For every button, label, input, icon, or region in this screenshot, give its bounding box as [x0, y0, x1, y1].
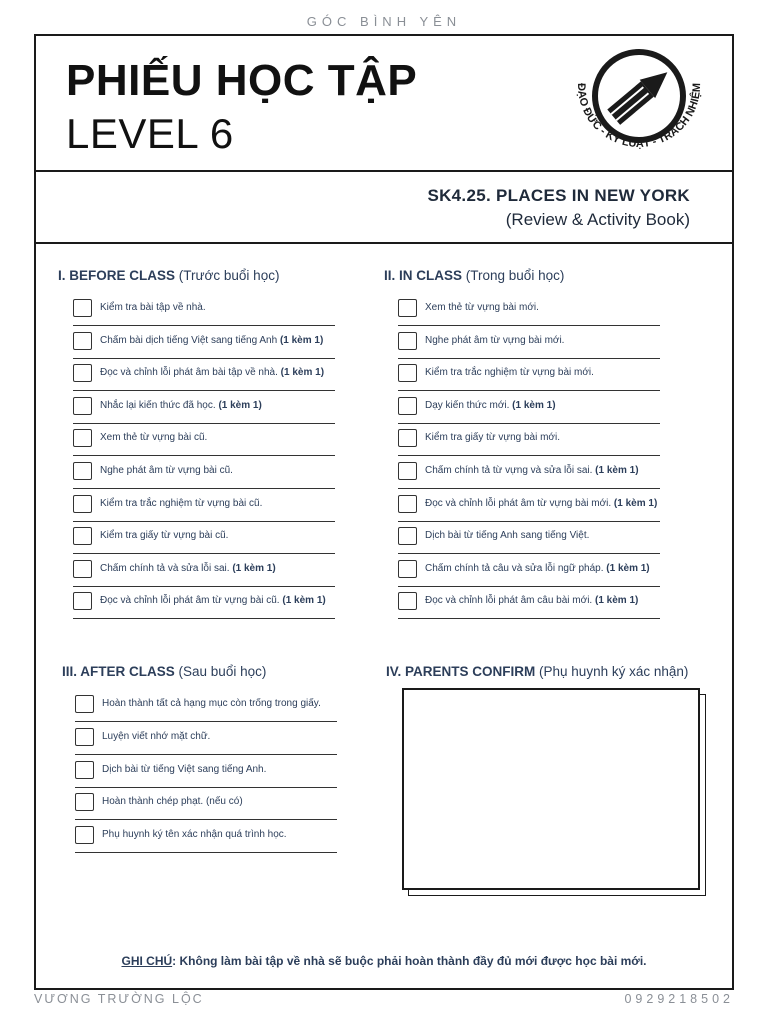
one-on-one-badge: (1 kèm 1) [512, 399, 556, 411]
worksheet-title: PHIẾU HỌC TẬP [66, 56, 418, 105]
checkbox[interactable] [75, 793, 94, 811]
one-on-one-badge: (1 kèm 1) [232, 562, 276, 574]
checklist-item [398, 392, 660, 424]
checklist-item [75, 690, 337, 722]
one-on-one-badge: (1 kèm 1) [613, 497, 658, 509]
section-parents-confirm [386, 664, 688, 679]
worksheet-frame [34, 34, 734, 990]
logo-motto: ĐẠO ĐỨC - KỶ LUẬT - TRÁCH NHIỆM [574, 82, 704, 151]
checklist-item [75, 821, 337, 853]
section-after-subtitle: (Sau buổi học) [178, 664, 267, 679]
checklist-item-text [102, 796, 243, 807]
checklist-item [73, 294, 335, 326]
lesson-subtitle: (Review & Activity Book) [505, 210, 690, 229]
checklist-item-text [425, 530, 589, 541]
checklist-item-label: Chấm bài dịch tiếng Việt sang tiếng Anh [100, 334, 278, 346]
checklist-item-text [425, 432, 560, 443]
one-on-one-badge: (1 kèm 1) [218, 399, 262, 411]
checkbox[interactable] [73, 592, 92, 610]
section-after-title: III. AFTER CLASS [62, 664, 175, 679]
checklist-item-label: Hoàn thành chép phạt. (nếu có) [102, 796, 243, 808]
section-in-title: II. IN CLASS [384, 268, 463, 283]
checklist-item [75, 723, 337, 755]
checklist-item-text [425, 563, 650, 574]
section-before-title: I. BEFORE CLASS [58, 268, 176, 283]
checklist-item-label: Luyện viết nhớ mặt chữ. [102, 730, 211, 742]
checklist-item-text [425, 400, 556, 411]
checklist-item-text [425, 498, 657, 509]
section-parents-subtitle: (Phụ huynh ký xác nhận) [539, 664, 689, 679]
one-on-one-badge: (1 kèm 1) [606, 562, 650, 574]
checklist-item-label: Chấm chính tả và sửa lỗi sai. [100, 562, 230, 574]
checkbox[interactable] [398, 429, 417, 447]
checklist-item [73, 457, 335, 489]
checklist-item [398, 294, 660, 326]
checkbox[interactable] [73, 495, 92, 513]
checklist-item-label: Nhắc lại kiến thức đã học. [100, 399, 216, 411]
section-parents-title: IV. PARENTS CONFIRM [386, 664, 536, 679]
checklist-item [398, 522, 660, 554]
checklist-item-label: Nghe phát âm từ vựng bài mới. [425, 334, 565, 346]
section-in-subtitle: (Trong buổi học) [465, 268, 565, 283]
checklist-item-text [100, 563, 276, 574]
checkbox[interactable] [75, 761, 94, 779]
footer-teacher-name: VƯƠNG TRƯỜNG LỘC [34, 992, 204, 1006]
one-on-one-badge: (1 kèm 1) [282, 595, 326, 607]
checklist-item-label: Kiểm tra bài tập về nhà. [100, 302, 206, 313]
checklist-item-label: Đọc và chỉnh lỗi phát âm từ vựng bài mới. [425, 497, 612, 509]
checkbox[interactable] [75, 695, 94, 713]
checklist-item [73, 555, 335, 587]
checklist-item-label: Kiểm tra giấy từ vựng bài mới. [425, 432, 560, 444]
checklist-item [75, 788, 337, 820]
checklist-item [73, 522, 335, 554]
checklist-item-text [100, 595, 326, 606]
checklist-item-text [425, 302, 539, 313]
checkbox[interactable] [73, 299, 92, 317]
checklist-item-text [100, 302, 206, 313]
checklist-item-label: Xem thẻ từ vựng bài mới. [425, 302, 539, 313]
footer-phone: 0929218502 [624, 992, 734, 1006]
section-before-subtitle: (Trước buổi học) [178, 268, 280, 283]
parent-signature-box[interactable] [402, 688, 700, 890]
note [36, 954, 732, 968]
checklist-item-text [102, 829, 287, 840]
section-after-class [62, 664, 266, 679]
checklist-item [398, 490, 660, 522]
checkbox[interactable] [73, 429, 92, 447]
checklist-item-label: Dạy kiến thức mới. [425, 399, 510, 411]
checklist-item [398, 587, 660, 619]
checkbox[interactable] [398, 332, 417, 350]
checkbox[interactable] [398, 462, 417, 480]
checklist-item [73, 392, 335, 424]
checklist-item-label: Kiểm tra trắc nghiệm từ vựng bài mới. [425, 367, 594, 379]
checkbox[interactable] [75, 728, 94, 746]
checklist-item-text [100, 432, 207, 443]
checklist-item-text [102, 731, 210, 742]
note-label: GHI CHÚ [121, 954, 173, 968]
checklist-item-text [100, 367, 324, 378]
checklist-item-label: Chấm chính tả từ vựng và sửa lỗi sai. [425, 465, 593, 476]
checklist-item-text [102, 764, 266, 775]
section-in-class [384, 268, 564, 283]
worksheet-level: LEVEL 6 [66, 110, 234, 157]
checklist-item-label: Nghe phát âm từ vựng bài cũ. [100, 465, 233, 476]
checkbox[interactable] [398, 299, 417, 317]
checklist-item [73, 327, 335, 359]
checkbox[interactable] [73, 364, 92, 382]
checklist-item [73, 424, 335, 456]
checkbox[interactable] [73, 560, 92, 578]
checklist-item-label: Xem thẻ từ vựng bài cũ. [100, 432, 208, 444]
checkbox[interactable] [73, 527, 92, 545]
checklist-item-text [100, 530, 228, 541]
checklist-item [73, 490, 335, 522]
worksheet-header [36, 36, 732, 172]
checklist-item-label: Dịch bài từ tiếng Anh sang tiếng Việt. [425, 530, 590, 542]
checklist-item-label: Chấm chính tả câu và sửa lỗi ngữ pháp. [425, 562, 604, 574]
lesson-title: SK4.25. PLACES IN NEW YORK [427, 186, 690, 205]
checkbox[interactable] [398, 495, 417, 513]
checklist-item-text [102, 698, 321, 709]
checklist-item [398, 424, 660, 456]
checklist-item-text [425, 595, 638, 606]
section-before-class [58, 268, 279, 283]
checkbox[interactable] [398, 397, 417, 415]
checklist-item-text [100, 400, 262, 411]
checkbox[interactable] [73, 462, 92, 480]
checklist-item-text [425, 465, 639, 476]
checklist-item-label: Đọc và chỉnh lỗi phát âm từ vựng bài cũ. [100, 595, 280, 607]
checklist-item-label: Đọc và chỉnh lỗi phát âm câu bài mới. [425, 595, 593, 607]
top-caption: GÓC BÌNH YÊN [306, 14, 462, 29]
checklist-item [398, 457, 660, 489]
one-on-one-badge: (1 kèm 1) [594, 595, 639, 607]
pencil-logo-icon [554, 44, 704, 174]
lesson-box [36, 172, 732, 244]
checklist-item [75, 756, 337, 788]
checkbox[interactable] [73, 332, 92, 350]
checklist-item-label: Phụ huynh ký tên xác nhận quá trình học. [102, 829, 287, 841]
one-on-one-badge: (1 kèm 1) [595, 465, 639, 476]
checklist-item-text [100, 335, 323, 346]
checklist-item-label: Dịch bài từ tiếng Việt sang tiếng Anh. [102, 763, 267, 775]
note-text: : Không làm bài tập về nhà sẽ buộc phải hoàn thành đầy đủ mới được học bài mới. [172, 954, 647, 968]
checkbox[interactable] [398, 560, 417, 578]
checkbox[interactable] [398, 592, 417, 610]
checklist-item [398, 327, 660, 359]
checklist-item-label: Kiểm tra trắc nghiệm từ vựng bài cũ. [100, 497, 263, 509]
checkbox[interactable] [398, 364, 417, 382]
checklist-item-label: Đọc và chỉnh lỗi phát âm bài tập về nhà. [100, 367, 278, 379]
checkbox[interactable] [73, 397, 92, 415]
checklist-item [398, 359, 660, 391]
checklist-item-text [425, 335, 564, 346]
checklist-item [398, 555, 660, 587]
checkbox[interactable] [75, 826, 94, 844]
checkbox[interactable] [398, 527, 417, 545]
checklist-item [73, 587, 335, 619]
checklist-item-label: Hoàn thành tất cả hạng mục còn trống trong giấy. [102, 698, 321, 709]
checklist-item-text [100, 498, 262, 509]
checklist-item-text [100, 465, 233, 476]
one-on-one-badge: (1 kèm 1) [280, 367, 325, 379]
one-on-one-badge: (1 kèm 1) [279, 334, 324, 346]
checklist-item [73, 359, 335, 391]
checklist-item-text [425, 367, 594, 378]
checklist-item-label: Kiểm tra giấy từ vựng bài cũ. [100, 530, 229, 542]
